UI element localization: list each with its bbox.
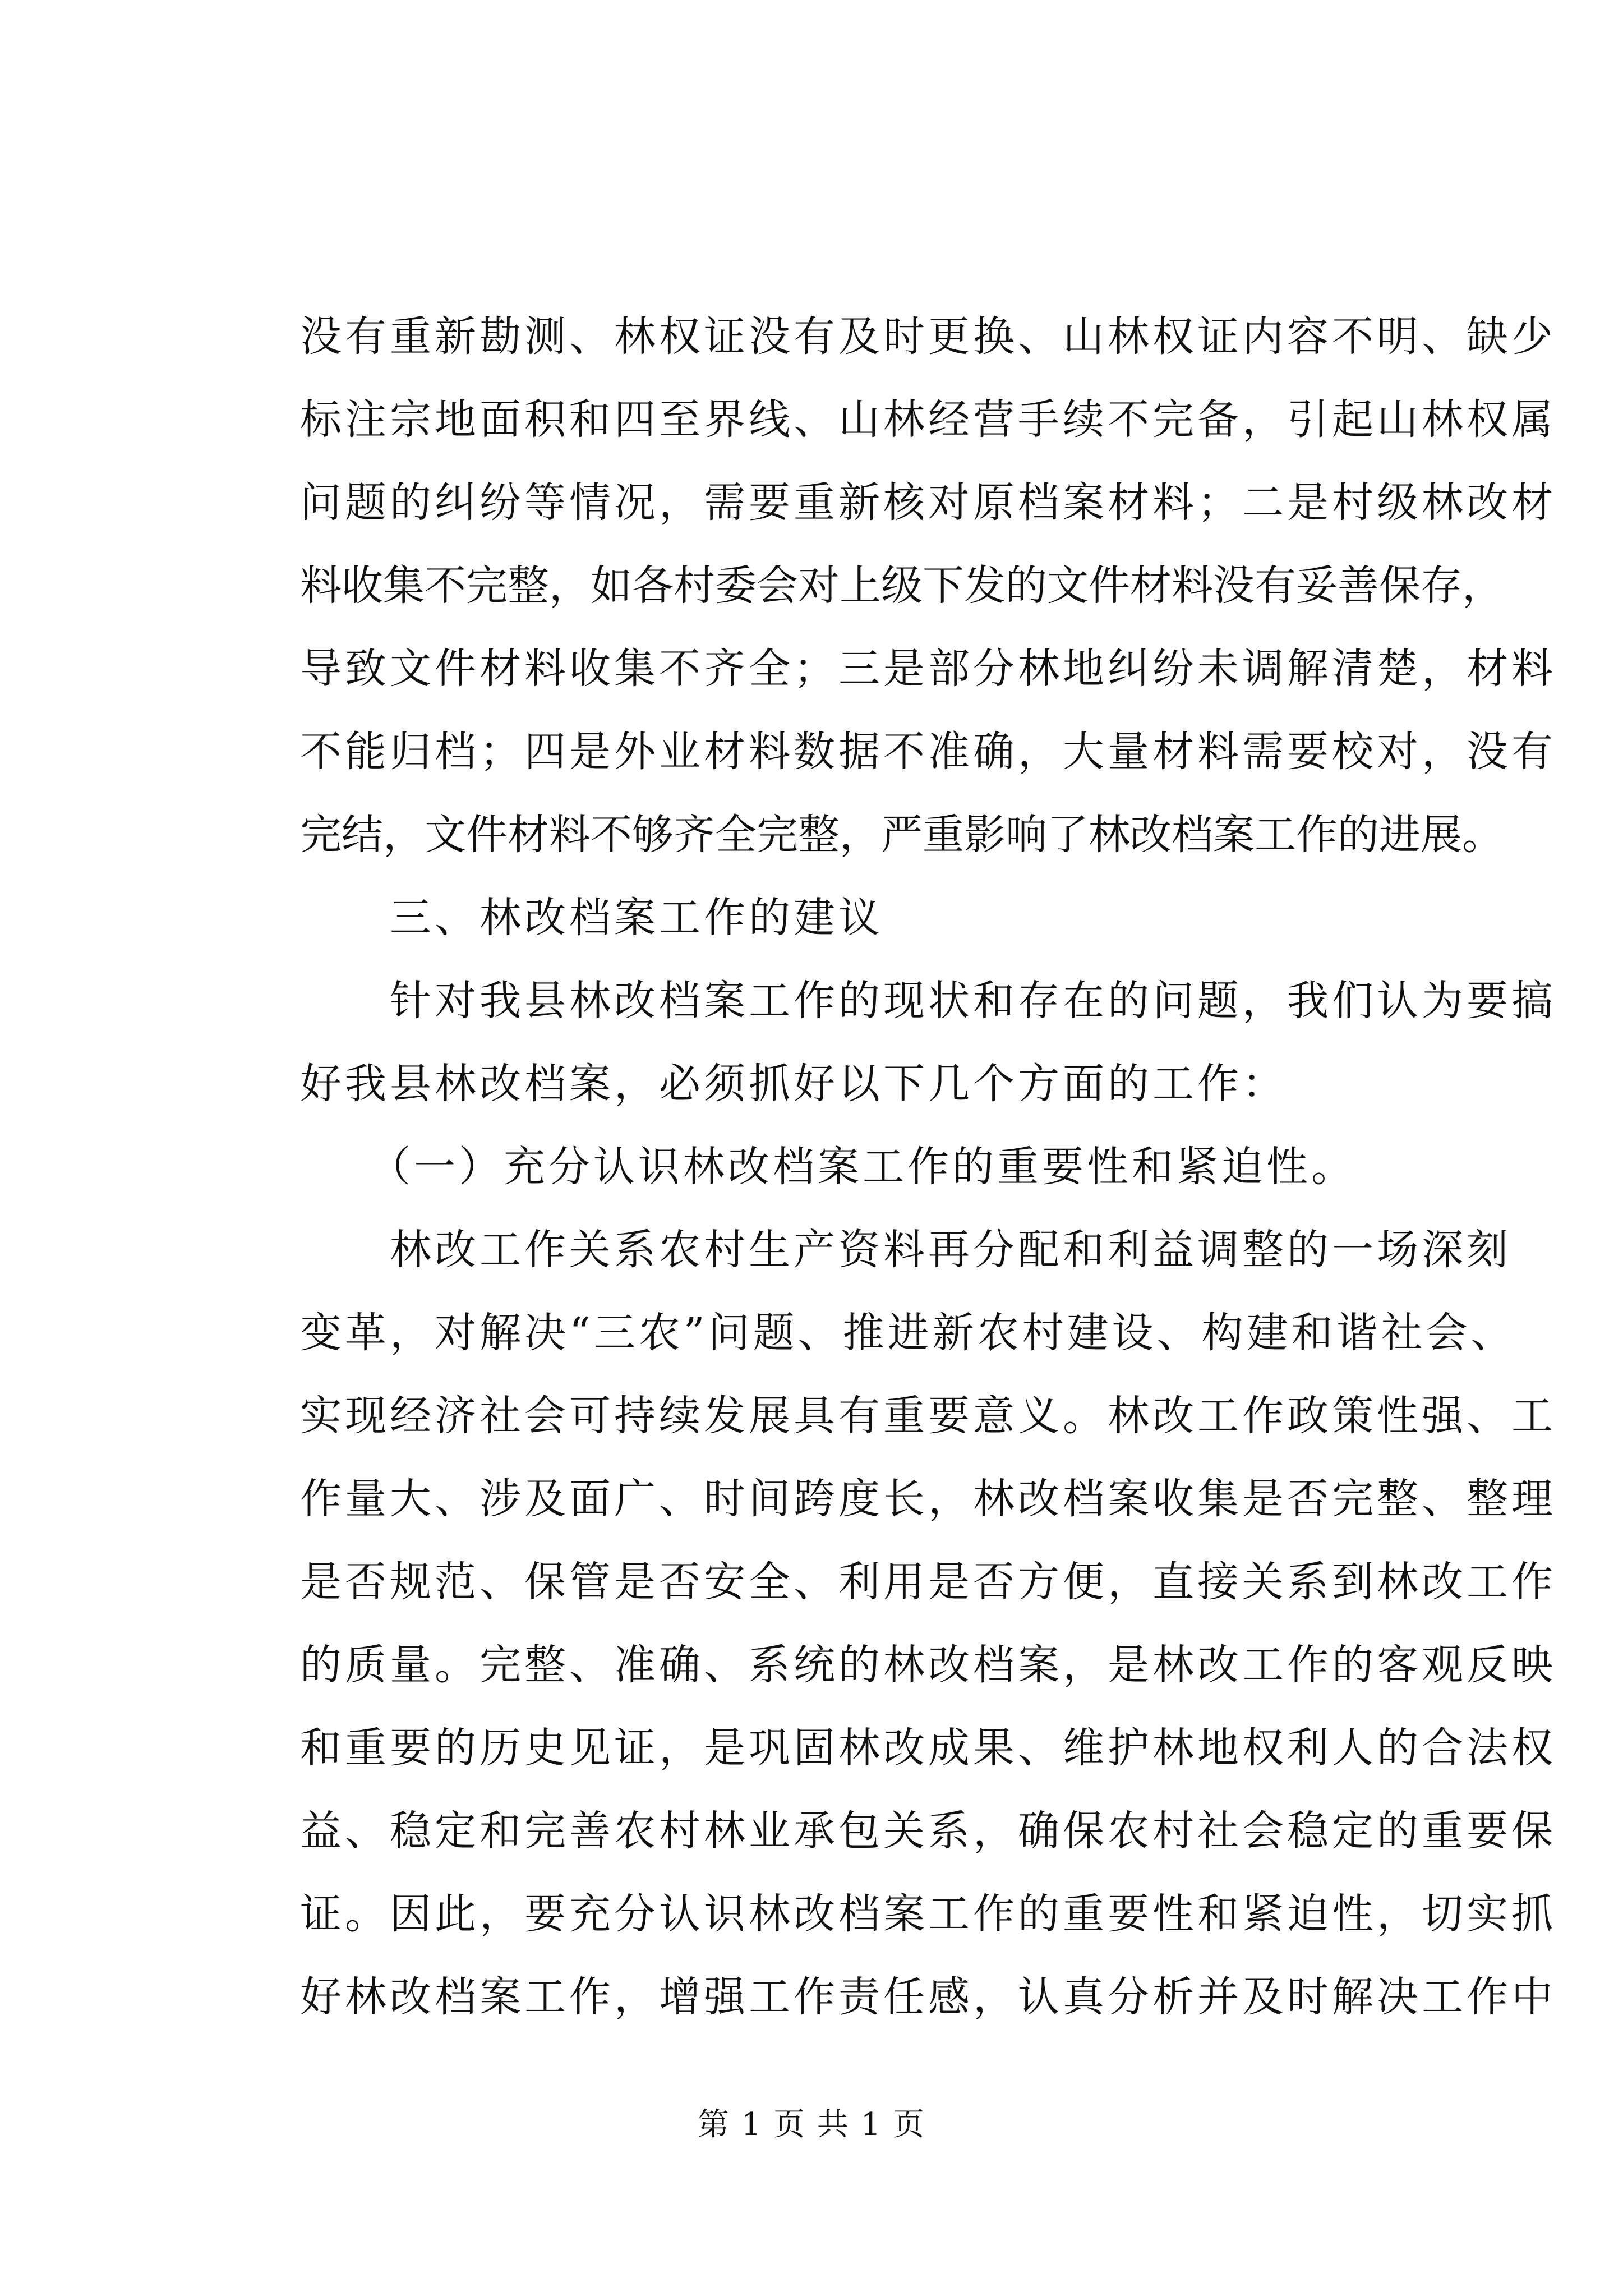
body-line: 没有重新勘测、林权证没有及时更换、山林权证内容不明、缺少 (300, 312, 1556, 361)
body-line: 实现经济社会可持续发展具有重要意义。林改工作政策性强、工 (300, 1392, 1556, 1440)
body-line: 导致文件材料收集不齐全；三是部分林地纠纷未调解清楚，材料 (300, 645, 1556, 693)
body-line: 是否规范、保管是否安全、利用是否方便，直接关系到林改工作 (300, 1558, 1556, 1606)
body-line: 益、稳定和完善农村林业承包关系，确保农村社会稳定的重要保 (300, 1807, 1556, 1855)
body-line: 变革，对解决“三农”问题、推进新农村建设、构建和谐社会、 (300, 1309, 1516, 1357)
body-line: 不能归档；四是外业材料数据不准确，大量材料需要校对，没有 (300, 728, 1556, 776)
section-heading: 三、林改档案工作的建议 (300, 894, 883, 942)
subsection-heading: （一）充分认识林改档案工作的重要性和紧迫性。 (300, 1143, 1356, 1191)
document-body (300, 295, 1556, 2039)
body-line: 好我县林改档案，必须抓好以下几个方面的工作： (300, 1060, 1287, 1108)
body-line: 证。因此，要充分认识林改档案工作的重要性和紧迫性，切实抓 (300, 1890, 1556, 1938)
body-line: 的质量。完整、准确、系统的林改档案，是林改工作的客观反映 (300, 1641, 1556, 1689)
body-line: 标注宗地面积和四至界线、山林经营手续不完备，引起山林权属 (300, 395, 1556, 444)
body-line: 针对我县林改档案工作的现状和存在的问题，我们认为要搞 (300, 977, 1556, 1025)
body-line: 作量大、涉及面广、时间跨度长，林改档案收集是否完整、整理 (300, 1475, 1556, 1523)
body-line: 好林改档案工作，增强工作责任感，认真分析并及时解决工作中 (300, 1973, 1556, 2021)
body-line: 林改工作关系农村生产资料再分配和利益调整的一场深刻 (300, 1226, 1511, 1274)
page-footer: 第 1 页 共 1 页 (697, 2106, 926, 2143)
body-line: 完结，文件材料不够齐全完整，严重影响了林改档案工作的进展。 (300, 811, 1504, 859)
body-line: 料收集不完整，如各村委会对上级下发的文件材料没有妥善保存， (300, 562, 1504, 610)
body-line: 问题的纠纷等情况，需要重新核对原档案材料；二是村级林改材 (300, 478, 1556, 527)
body-line: 和重要的历史见证，是巩固林改成果、维护林地权利人的合法权 (300, 1724, 1556, 1772)
